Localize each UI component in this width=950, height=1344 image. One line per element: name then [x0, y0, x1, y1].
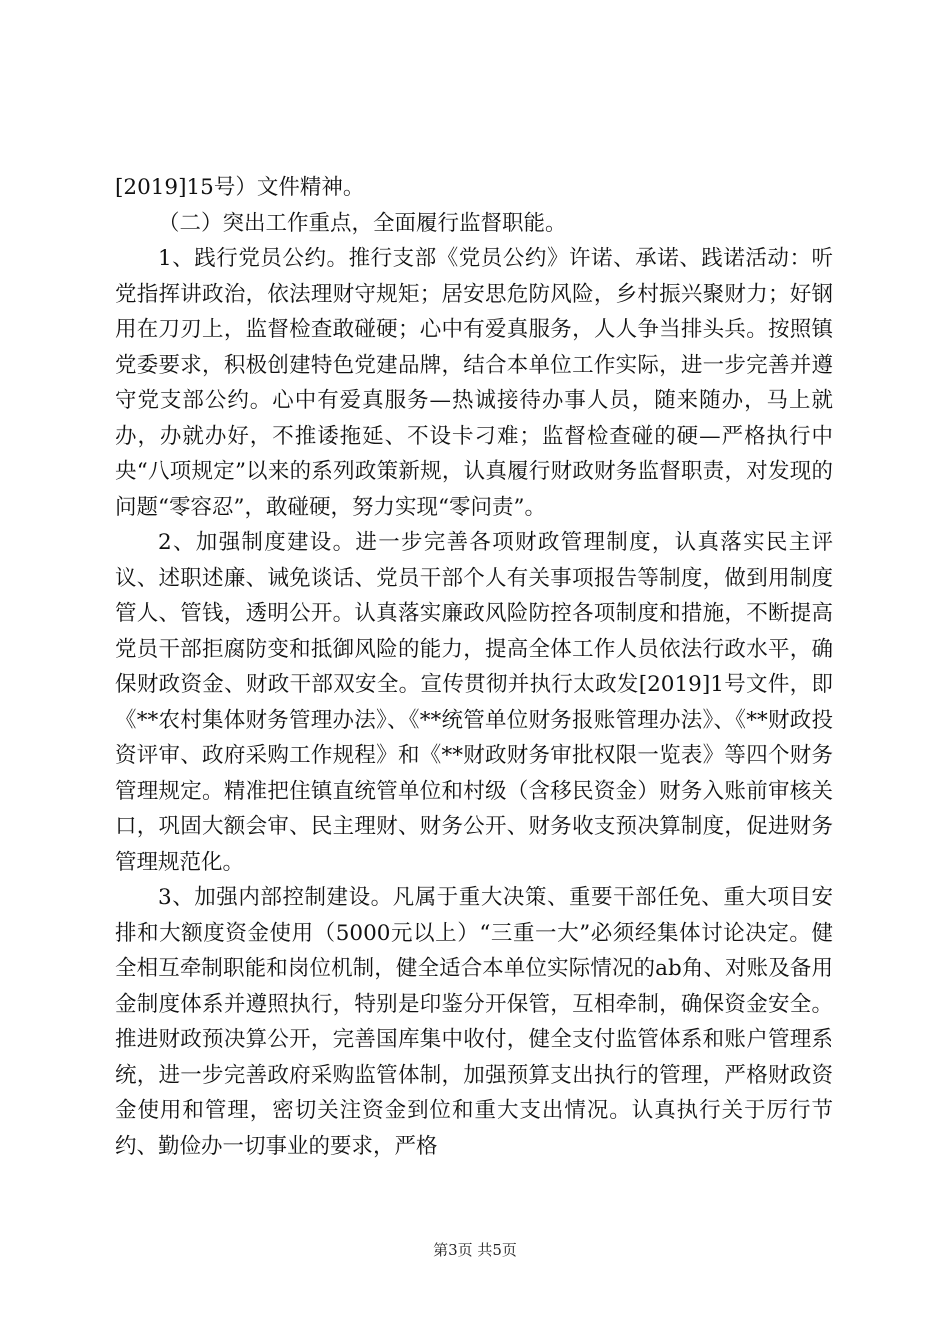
page-number-footer: 第3页 共5页	[433, 1241, 517, 1259]
section-heading: （二）突出工作重点，全面履行监督职能。	[158, 210, 567, 236]
paragraph-internal-control: 3、加强内部控制建设。凡属于重大决策、重要干部任免、重大项目安排和大额度资金使用（5000元以上）“三重一大”必须经集体讨论决定。健全相互牵制职能和岗位机制，健全适合本单位实际情况的ab角、对账及备用金制度体系并遵照执行，特别是印鉴分开保管，互相牵制，确保资金安全。推进财政预决算公开，完善国库集中收付，健全支付监管体系和账户管理系统，进一步完善政府采购监管体制，加强预算支出执行的管理，严格财政资金使用和管理，密切关注资金到位和重大支出情况。认真执行关于厉行节约、勤俭办一切事业的要求，严格	[115, 885, 833, 1159]
paragraph-continuation: [2019]15号）文件精神。	[115, 175, 365, 200]
document-body	[115, 170, 833, 1164]
paragraph-system-building: 2、加强制度建设。进一步完善各项财政管理制度，认真落实民主评议、述职述廉、诫免谈话、党员干部个人有关事项报告等制度，做到用制度管人、管钱，透明公开。认真落实廉政风险防控各项制度和措施，不断提高党员干部拒腐防变和抵御风险的能力，提高全体工作人员依法行政水平，确保财政资金、财政干部双安全。宣传贯彻并执行太政发[2019]1号文件，即《**农村集体财务管理办法》、《**统管单位财务报账管理办法》、《**财政投资评审、政府采购工作规程》和《**财政财务审批权限一览表》等四个财务管理规定。精准把住镇直统管单位和村级（含移民资金）财务入账前审核关口，巩固大额会审、民主理财、财务公开、财务收支预决算制度，促进财务管理规范化。	[115, 530, 833, 875]
paragraph-party-pledge: 1、践行党员公约。推行支部《党员公约》许诺、承诺、践诺活动：听党指挥讲政治，依法理财守规矩；居安思危防风险，乡村振兴聚财力；好钢用在刀刃上，监督检查敢碰硬；心中有爱真服务，人人争当排头兵。按照镇党委要求，积极创建特色党建品牌，结合本单位工作实际，进一步完善并遵守党支部公约。心中有爱真服务—热诚接待办事人员，随来随办，马上就办，办就办好，不推诿拖延、不设卡刁难；监督检查碰的硬—严格执行中央“八项规定”以来的系列政策新规，认真履行财政财务监督职责，对发现的问题“零容忍”，敢碰硬，努力实现“零问责”。	[115, 246, 833, 520]
